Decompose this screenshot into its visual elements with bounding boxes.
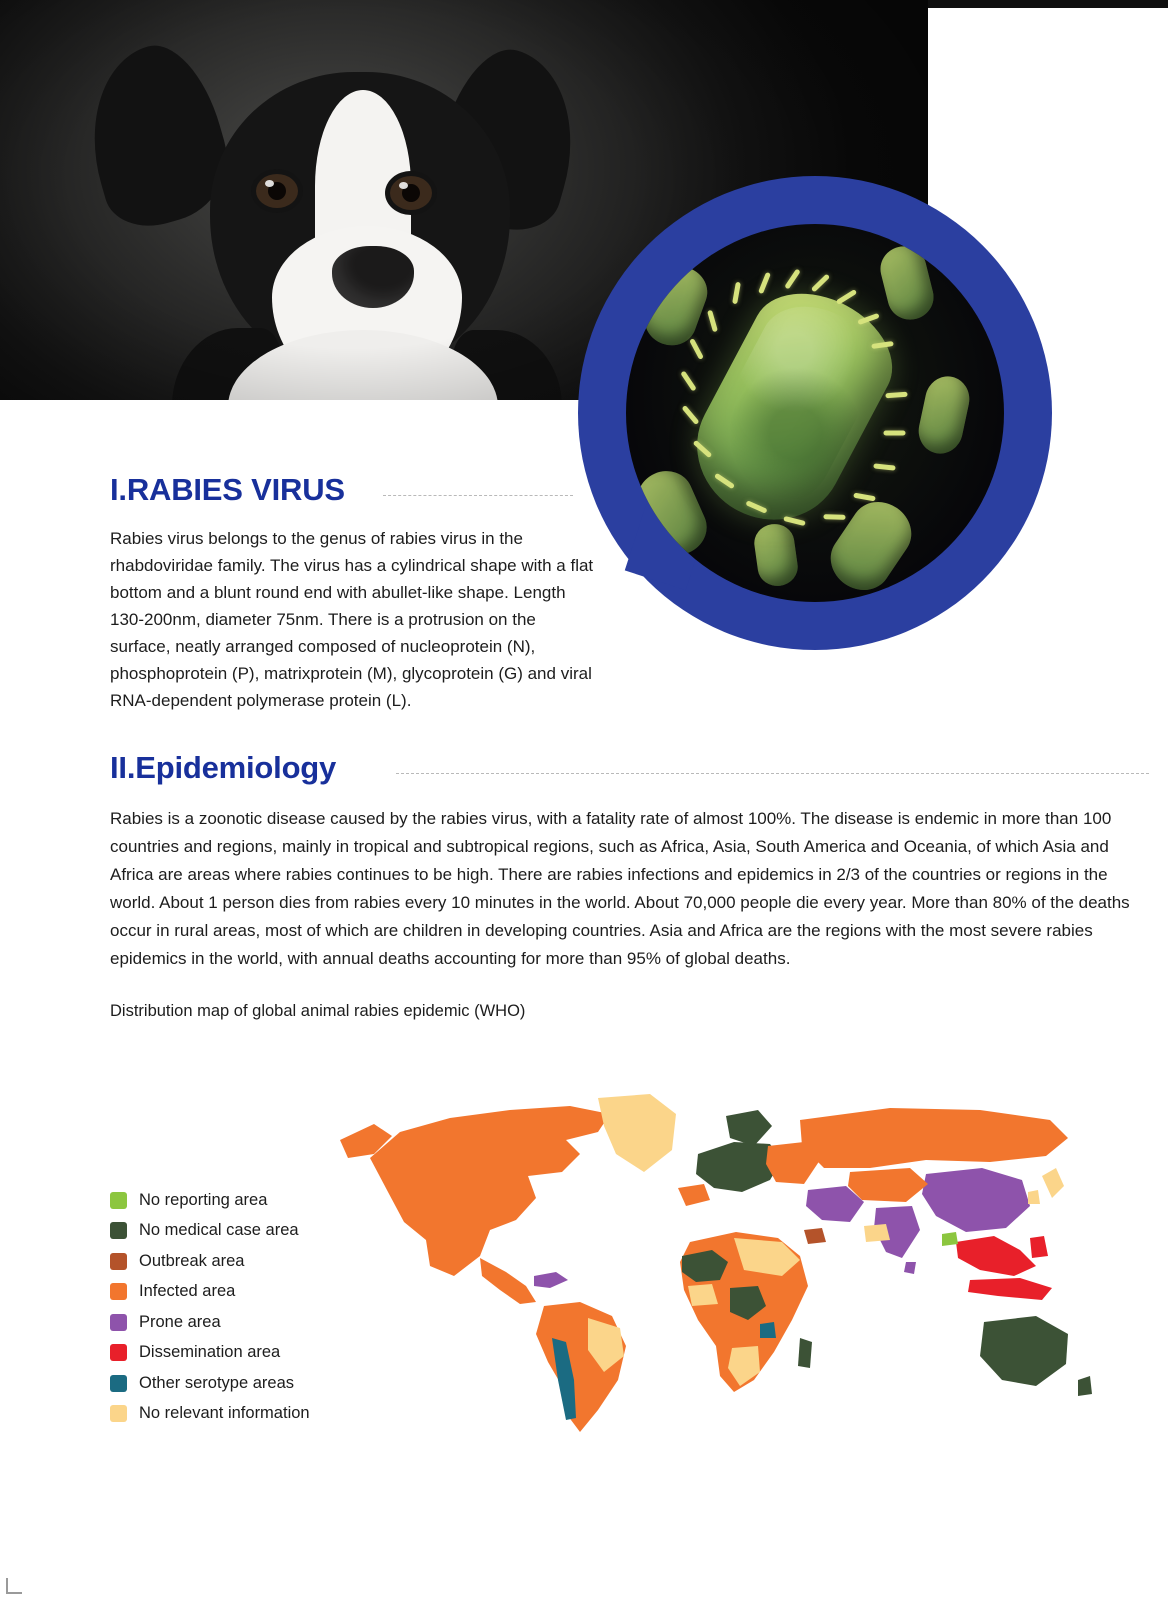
dog-nose: [332, 246, 414, 308]
legend-label: No relevant information: [139, 1404, 310, 1423]
section-rule-2: [396, 773, 1149, 774]
map-region-scandinavia: [726, 1110, 772, 1146]
map-region-patch-3: [760, 1322, 776, 1338]
map-region-southeast-asia: [956, 1236, 1036, 1276]
legend-label: Prone area: [139, 1312, 221, 1331]
legend-item: [110, 1185, 310, 1216]
map-region-russia: [800, 1108, 1068, 1168]
map-region-madagascar: [798, 1338, 812, 1368]
dog-head: [210, 72, 510, 372]
legend-label: Dissemination area: [139, 1343, 281, 1362]
page-corner-mark: [6, 1578, 22, 1594]
map-region-patch-1: [804, 1228, 826, 1244]
legend-swatch-icon: [110, 1344, 127, 1361]
section-body-rabies-virus: Rabies virus belongs to the genus of rabies virus in the rhabdoviridae family. The virus has a cylindrical shape with a flat bottom and a blunt round end with abullet-like shape. Length 130-200nm, diameter 75nm. There is a protrusion on the surface, neatly arranged composed of nucleoprotein (N), phosphoprotein (P), matrixprotein (M), glycoprotein (G) and viral RNA-dependent polymerase protein (L).: [110, 529, 594, 710]
map-region-patch-5: [864, 1224, 890, 1242]
map-region-sri-lanka: [904, 1262, 916, 1274]
world-map-svg: [330, 1080, 1100, 1450]
legend-item: [110, 1246, 310, 1277]
virus-badge: [578, 176, 1052, 650]
legend-label: No medical case area: [139, 1221, 299, 1240]
map-region-indonesia: [968, 1278, 1052, 1300]
map-caption: Distribution map of global animal rabies epidemic (WHO): [110, 1002, 526, 1020]
dog-eye-glint-right: [399, 182, 408, 189]
legend-swatch-icon: [110, 1314, 127, 1331]
legend-item: [110, 1368, 310, 1399]
dog-neck-right: [452, 330, 562, 400]
legend-item: [110, 1399, 310, 1430]
legend-item: [110, 1216, 310, 1247]
legend-label: Outbreak area: [139, 1251, 245, 1270]
map-region-south-america: [536, 1302, 626, 1432]
legend-label: Infected area: [139, 1282, 236, 1301]
dog-eye-left: [256, 174, 298, 208]
world-map: [330, 1080, 1100, 1450]
legend-label: Other serotype areas: [139, 1373, 294, 1392]
dog-ear-left: [68, 33, 241, 237]
map-region-china: [922, 1168, 1030, 1232]
legend-swatch-icon: [110, 1283, 127, 1300]
section-rule-1: [383, 495, 573, 496]
legend-label: No reporting area: [139, 1190, 268, 1209]
virion-spikes: [626, 224, 1004, 602]
dog-pupil-right: [402, 184, 420, 202]
map-region-greenland: [598, 1094, 676, 1172]
map-region-japan: [1042, 1168, 1064, 1198]
dog-ear-right: [423, 37, 596, 241]
dog-neck-left: [172, 328, 282, 400]
legend-item: [110, 1277, 310, 1308]
dog-eye-right: [390, 176, 432, 210]
map-legend: [110, 1185, 310, 1429]
legend-swatch-icon: [110, 1405, 127, 1422]
map-region-patch-2: [942, 1232, 958, 1246]
legend-swatch-icon: [110, 1192, 127, 1209]
legend-swatch-icon: [110, 1253, 127, 1270]
map-region-central-asia: [848, 1168, 928, 1202]
section-title-epidemiology: II.Epidemiology: [110, 750, 337, 785]
dog-blaze: [315, 90, 411, 390]
hero-top-strip: [928, 0, 1168, 8]
map-region-korea: [1028, 1190, 1040, 1204]
section-title-rabies-virus: I.RABIES VIRUS: [110, 472, 345, 507]
map-region-iberia: [678, 1184, 710, 1206]
map-region-north-america: [370, 1106, 610, 1276]
dog-muzzle: [272, 226, 462, 396]
legend-swatch-icon: [110, 1222, 127, 1239]
map-region-new-zealand: [1078, 1376, 1092, 1396]
map-region-central-america: [480, 1258, 536, 1304]
dog-pupil-left: [268, 182, 286, 200]
legend-swatch-icon: [110, 1375, 127, 1392]
section-body-epidemiology: Rabies is a zoonotic disease caused by the rabies virus, with a fatality rate of almost 100%. The disease is endemic in more than 100 countries and regions, mainly in tropical and subtropical regions, such as Africa, Asia, South America and Oceania, of which Asia and Africa are areas where rabies continues to be high. There are rabies infections and epidemics in 2/3 of the countries or regions in the world. About 1 person dies from rabies every 10 minutes in the world. About 70,000 people die every year. More than 80% of the deaths occur in rural areas, most of which are children in developing countries. Asia and Africa are the regions with the most severe rabies epidemics in the world, with annual deaths accounting for more than 95% of global deaths.: [110, 809, 1130, 968]
legend-item: [110, 1338, 310, 1369]
legend-item: [110, 1307, 310, 1338]
map-region-australia: [980, 1316, 1068, 1386]
virus-image: [626, 224, 1004, 602]
map-region-caribbean: [534, 1272, 568, 1288]
dog-illustration: [60, 30, 600, 400]
dog-chest: [228, 330, 498, 400]
map-region-philippines: [1030, 1236, 1048, 1258]
dog-eye-glint-left: [265, 180, 274, 187]
